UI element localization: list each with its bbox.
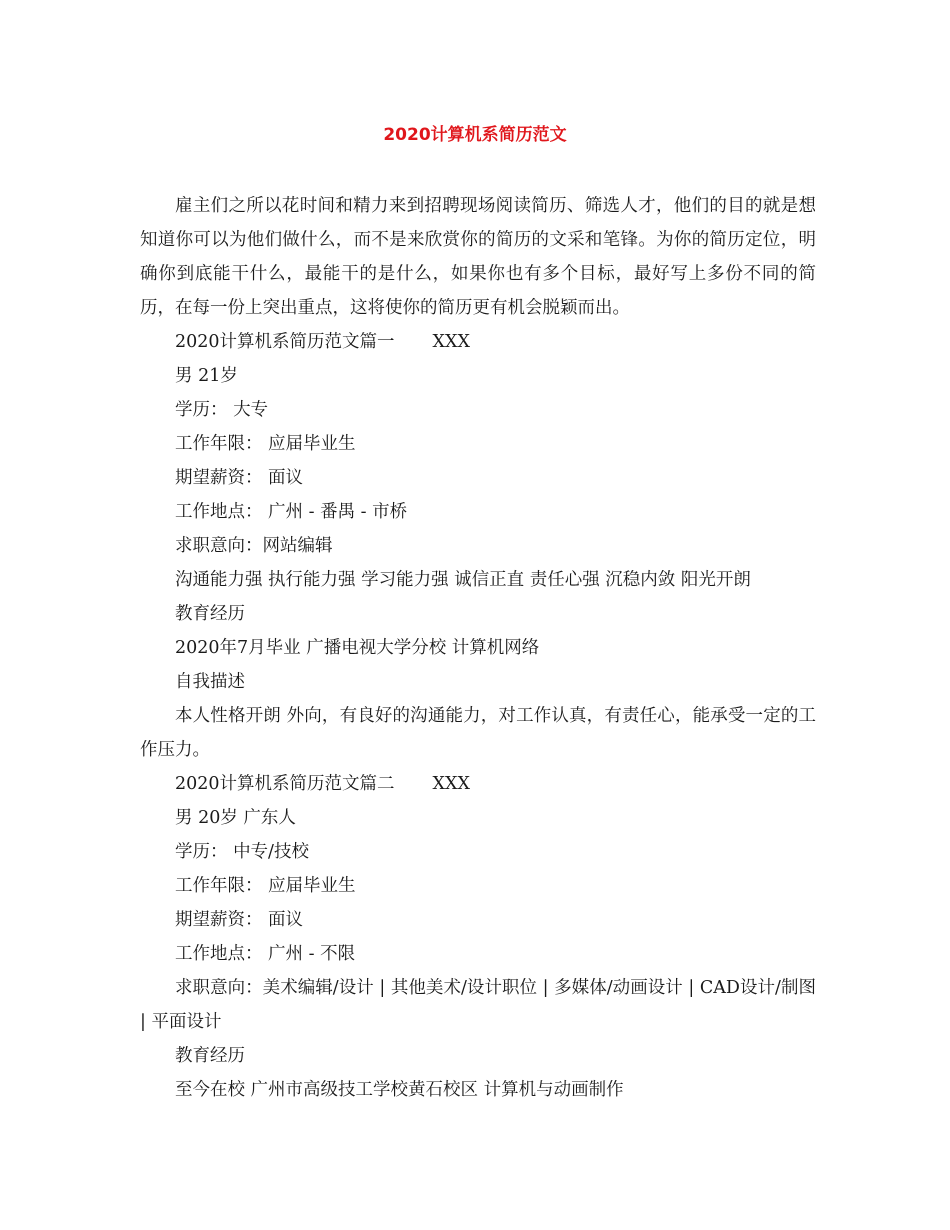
intro-paragraph: 雇主们之所以花时间和精力来到招聘现场阅读简历、筛选人才，他们的目的就是想知道你可以为他们做什么，而不是来欣赏你的简历的文采和笔锋。为你的简历定位，明确你到底能干什么，最能干的是什么，如果你也有多个目标，最好写上多份不同的简历，在每一份上突出重点，这将使你的简历更有机会脱颖而出。 <box>140 196 816 318</box>
resume2-location: 工作地点： 广州 - 不限 <box>175 944 356 964</box>
document-title: 2020计算机系简历范文 <box>383 125 567 145</box>
resume2-intention: 求职意向：美术编辑/设计 | 其他美术/设计职位 | 多媒体/动画设计 | CAD设计/制图 | 平面设计 <box>140 978 816 1032</box>
resume1-intention: 求职意向：网站编辑 <box>175 536 333 556</box>
resume2-heading-line <box>140 767 816 801</box>
document-body <box>140 189 816 1107</box>
resume2-heading: 2020计算机系简历范文篇二 <box>175 774 395 794</box>
resume1-heading: 2020计算机系简历范文篇一 <box>175 332 395 352</box>
resume2-education-heading: 教育经历 <box>175 1046 245 1066</box>
resume1-education-heading: 教育经历 <box>175 604 245 624</box>
resume2-education-level: 学历： 中专/技校 <box>175 842 309 862</box>
resume1-location: 工作地点： 广州 - 番禺 - 市桥 <box>175 502 408 522</box>
resume2-salary: 期望薪资： 面议 <box>175 910 304 930</box>
resume1-heading-line <box>140 325 816 359</box>
resume1-education-detail: 2020年7月毕业 广播电视大学分校 计算机网络 <box>175 638 540 658</box>
resume1-salary: 期望薪资： 面议 <box>175 468 304 488</box>
resume1-work-years: 工作年限： 应届毕业生 <box>175 434 356 454</box>
resume1-self-detail: 本人性格开朗 外向，有良好的沟通能力，对工作认真，有责任心，能承受一定的工作压力。 <box>140 706 816 760</box>
resume1-traits: 沟通能力强 执行能力强 学习能力强 诚信正直 责任心强 沉稳内敛 阳光开朗 <box>175 570 751 590</box>
resume2-work-years: 工作年限： 应届毕业生 <box>175 876 356 896</box>
resume1-education-level: 学历： 大专 <box>175 400 269 420</box>
resume2-basic: 男 20岁 广东人 <box>175 808 296 828</box>
resume1-basic: 男 21岁 <box>175 366 238 386</box>
resume2-education-detail: 至今在校 广州市高级技工学校黄石校区 计算机与动画制作 <box>175 1080 624 1100</box>
resume1-self-heading: 自我描述 <box>175 672 245 692</box>
resume1-name: XXX <box>432 332 470 352</box>
resume2-name: XXX <box>432 774 470 794</box>
